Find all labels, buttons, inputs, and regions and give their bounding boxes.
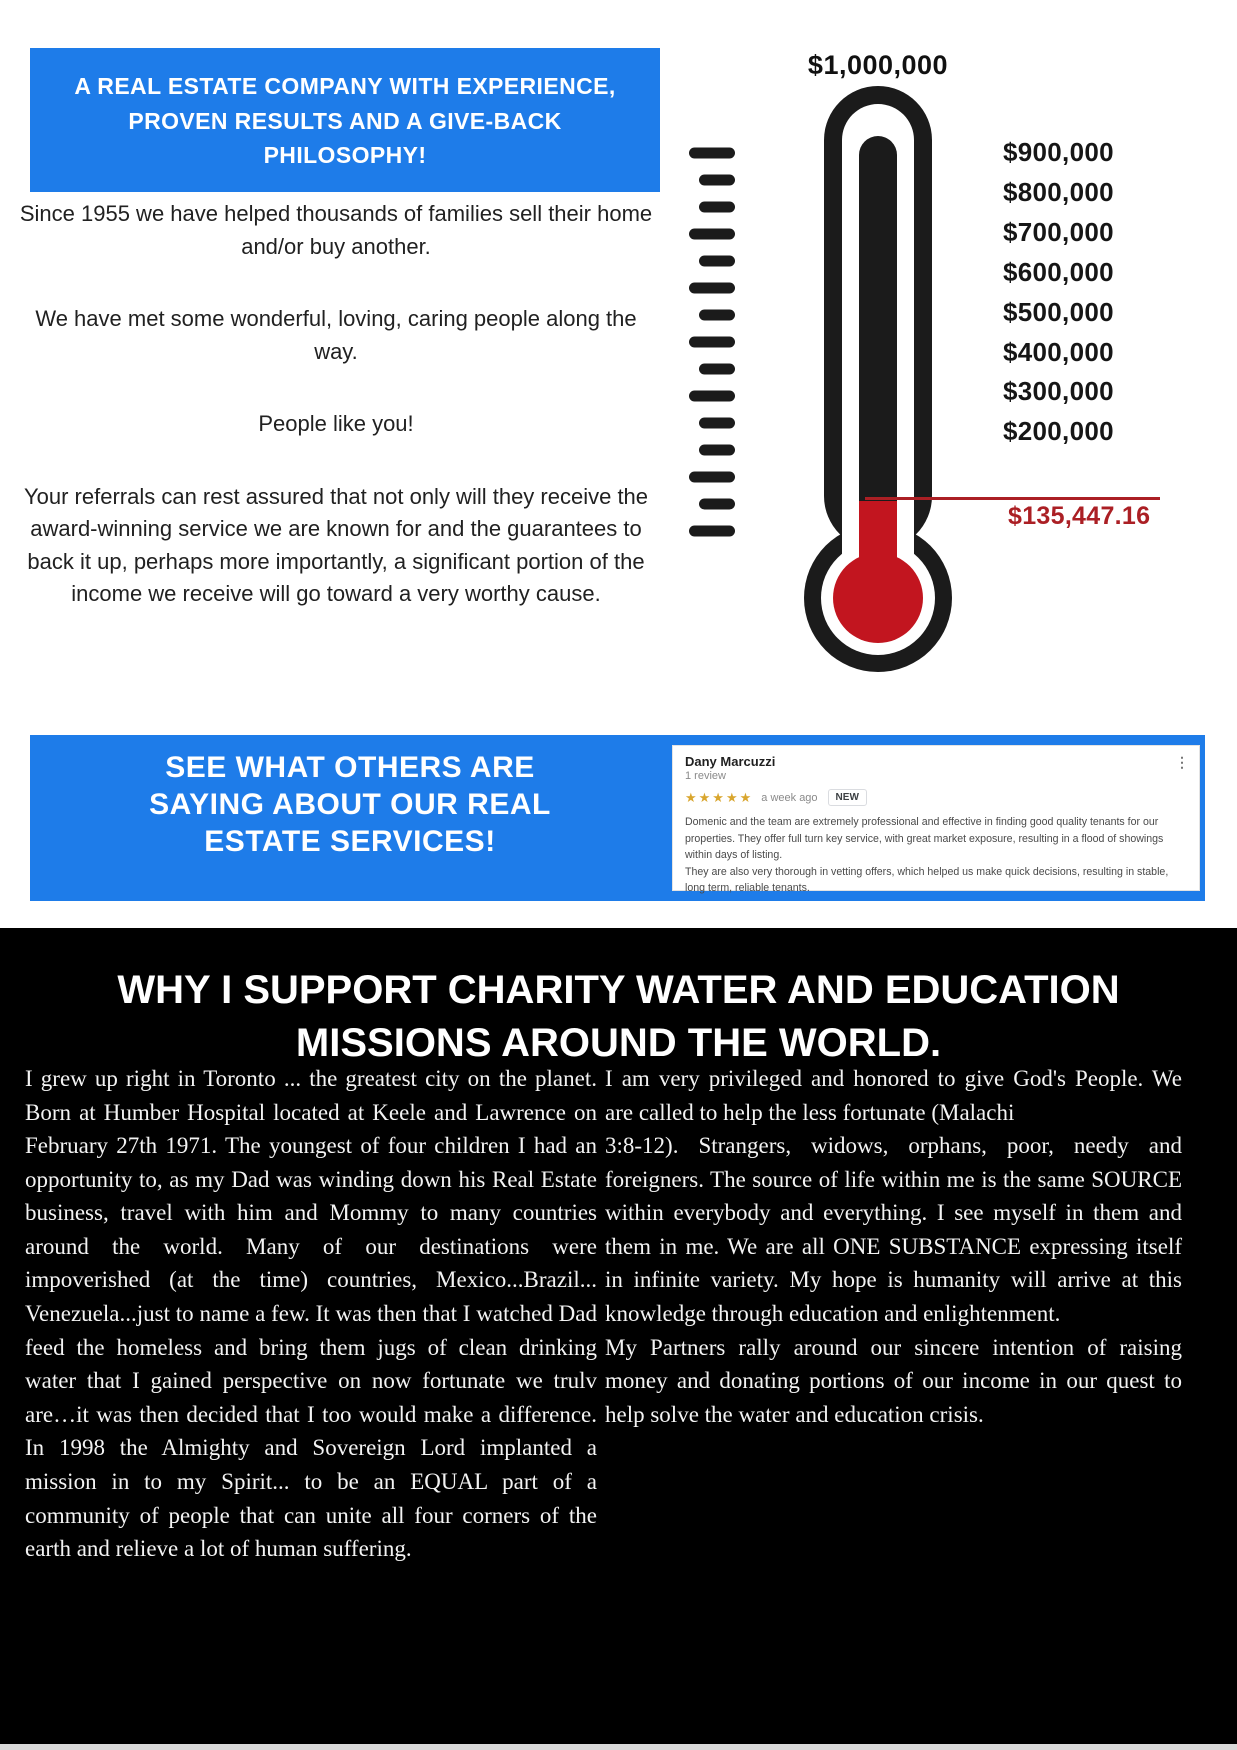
page-bottom-edge [0,1744,1237,1750]
review-time-ago: a week ago [761,791,818,804]
review-body [685,814,1187,897]
reviews-heading-line: SAYING ABOUT OUR REAL [149,787,551,821]
reviews-heading-line: ESTATE SERVICES! [204,824,496,858]
thermometer-goal-label: $1,000,000 [807,50,949,80]
intro-paragraph: Since 1955 we have helped thousands of families sell their home and/or buy another. [19,201,653,259]
charity-right-text: 3:8-12). Strangers, widows, orphans, poor, needy and foreigners. The source of life within me is the same SOURCE within everybody and everything. I see myself in them and them in me. We are all ONE SUBSTANCE expressing itself in infinite variety. My hope is humanity will arrive at this knowledge through education and enlightenment. [605,1133,1182,1327]
charity-left-text: I grew up right in Toronto ... the greatest city on the planet. Born at Humber Hospital located at Keele and Lawrence on February 27th 1971. The youngest of four children I had an opportunity to, as my Dad was winding down his Real Estate business, travel with him and Mommy to many countries around the world. Many of our destinations were impoverished (at the time) countries, Mexico...Brazil... Venezuela...just to name a few. It was then that I watched Dad feed the homeless and bring them jugs of clean drinking water that I gained perspective on now fortunate we trulv are…it was then decided that I too would make a difference. In 1998 the Almighty and Sovereign Lord implanted a mission in to my Spirit... to be an EQUAL part of a community of people that can unite all four corners of the earth and relieve a lot of human suffering. [25,1066,597,1562]
charity-left-column [25,1062,597,1566]
intro-paragraph: We have met some wonderful, loving, caring people along the way. [35,306,637,364]
reviews-heading-line: SEE WHAT OTHERS ARE [165,751,535,784]
headline-line: PHILOSOPHY! [263,142,427,168]
charity-heading-line: MISSIONS AROUND THE WORLD. [295,1021,942,1066]
google-review-card [672,745,1200,895]
thermometer-scale-label: $500,000 [1003,297,1114,327]
thermometer-scale-label: $600,000 [1003,257,1114,287]
thermometer-scale-label: $900,000 [1003,137,1114,167]
thermometer-current-amount: $135,447.16 [1008,502,1151,530]
intro-paragraph: People like you! [258,411,414,437]
thermometer-scale-label: $200,000 [1003,416,1114,446]
charity-section [0,928,1237,1750]
reviewer-review-count: 1 review [685,770,726,782]
headline-line: PROVEN RESULTS AND A GIVE-BACK [128,107,562,134]
charity-heading-line: WHY I SUPPORT CHARITY WATER AND EDUCATION [117,968,1120,1012]
charity-heading [0,964,1237,1070]
review-meta-row [685,789,1187,806]
charity-right-text: I am very privileged and honored to give God's People. We are called to help the less fortunate (Malachi [605,1066,1182,1125]
thermometer-scale-label: $800,000 [1003,177,1114,207]
intro-text [18,198,654,651]
reviews-section [30,735,1205,901]
intro-paragraph: Your referrals can rest assured that not only will they receive the award-winning service we are known for and the guarantees to back it up, perhaps more importantly, a significant portion of the income we receive will go toward a very worthy cause. [23,483,649,607]
review-paragraph: Domenic and the team are extremely professional and effective in finding good quality tenants for our properties. They offer full turn key service, with great market exposure, resulting in a flood of showings within days of listing. [685,816,1164,862]
charity-right-text: My Partners rally around our sincere intention of raising money and donating portions of our income in our quest to help solve the water and education crisis. [605,1334,1182,1427]
new-badge: NEW [828,789,867,806]
headline-banner [30,48,660,192]
review-paragraph: They are also very thorough in vetting offers, which helped us make quick decisions, resulting in stable, long term, reliable tenants. [685,865,1169,895]
reviews-heading [70,750,630,861]
headline-line: A REAL ESTATE COMPANY WITH EXPERIENCE, [74,73,616,99]
thermometer-scale-label: $400,000 [1003,337,1114,367]
charity-right-column [605,1062,1182,1431]
thermometer-scale-label: $300,000 [1003,376,1114,406]
thermometer-scale-label: $700,000 [1003,217,1114,247]
reviewer-name: Dany Marcuzzi [685,754,776,769]
kebab-menu-icon[interactable]: ⋮ [1175,754,1189,770]
star-rating-icon: ★★★★★ [685,789,754,805]
